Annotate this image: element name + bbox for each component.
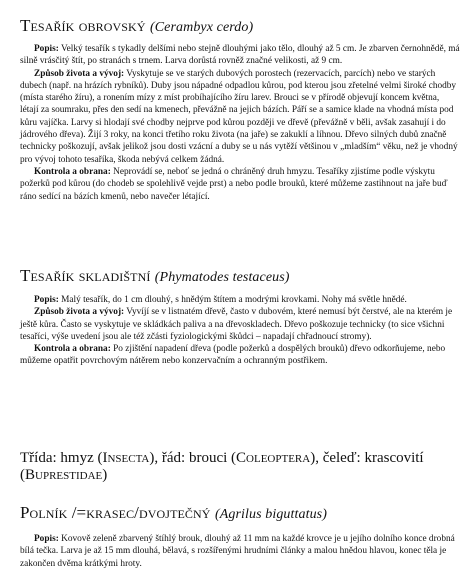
paragraph-text: Po zjištění napadení dřeva (podle požerků a dospělých brouků) dřevo odkorňujeme, nebo můžeme opatřit povrchovým nátěrem nebo konzervačním a ochranným postřikem. <box>20 344 446 367</box>
description-paragraph <box>20 43 460 68</box>
control-paragraph <box>20 343 460 368</box>
title-common-name: Tesařík obrovský <box>20 16 146 35</box>
section-title <box>20 503 460 525</box>
title-latin-name: (Agrilus biguttatus) <box>214 507 327 522</box>
order-name: Coleoptera <box>236 450 311 466</box>
classification-block <box>20 450 460 484</box>
title-latin-name: (Phymatodes testaceus) <box>154 270 290 285</box>
lifecycle-paragraph <box>20 68 460 166</box>
family-name: Buprestidae <box>25 467 103 483</box>
paragraph-text: Vyvíjí se v listnatém dřevě, často v dubovém, které nemusí být čerstvé, ale na kterém je ještě kůra. Často se vyskytuje ve skládkách paliva a na dřevoskladech. Dřevo poškozuje technicky (to sice všichni tesaříci, výše uvedení jsou ale též zčásti fyziologickými škůdci – napadají chřadnoucí stromy). <box>20 307 453 342</box>
paragraph-label: Způsob života a vývoj: <box>34 68 125 79</box>
paragraph-text: Malý tesařík, do 1 cm dlouhý, s hnědým štítem a modrými krovkami. Nohy má světle hnědé. <box>58 295 407 305</box>
description-paragraph <box>20 533 460 570</box>
family-close: ) <box>102 467 108 483</box>
paragraph-label: Popis: <box>34 295 59 305</box>
section-title <box>20 266 460 288</box>
class-prefix: Třída: hmyz ( <box>20 450 103 466</box>
section-tesarik-skladistni <box>20 266 460 368</box>
order-prefix: ), řád: brouci ( <box>149 450 237 466</box>
title-latin-name: (Cerambyx cerdo) <box>149 20 254 35</box>
family-prefix: ), čeleď: krascovití <box>310 450 424 466</box>
title-common-name: Tesařík skladištní <box>20 266 151 285</box>
family-open: ( <box>20 467 25 483</box>
paragraph-text: Velký tesařík s tykadly delšími nebo stejně dlouhými jako tělo, dlouhý až 5 cm. Je zbarven černohnědě, má silně vrásčitý štít, po stranách s trnem. Larva dorůstá rovněž značné velikosti, až 9 cm. <box>20 44 460 67</box>
paragraph-text: Neprovádí se, neboť se jedná o chráněný druh hmyzu. Tesaříky zjistíme podle výskytu požerků pod kůrou (do chodeb se spolehlivě vejde prst) a nebo podle brouků, které můžeme zastihnout na jaře buď ráno sedící na bázích kmenů, nebo navečer létající. <box>20 166 448 202</box>
paragraph-label: Popis: <box>34 534 59 544</box>
classification-line-2 <box>20 467 460 484</box>
section-tesarik-obrovsky <box>20 16 460 203</box>
paragraph-label: Kontrola a obrana: <box>34 166 111 177</box>
paragraph-label: Způsob života a vývoj: <box>34 307 125 318</box>
description-paragraph <box>20 294 460 306</box>
title-common-name: Polník /=krasec/dvojtečný <box>20 503 211 522</box>
classification-line-1 <box>20 450 460 467</box>
paragraph-label: Popis: <box>34 44 59 54</box>
paragraph-text: Kovově zeleně zbarvený štíhlý brouk, dlouhý až 11 mm na každé krovce je u jejího dolního konce drobná bílá tečka. Larva je až 15 mm dlouhá, bělavá, s rozšířenými hrudními články a malou hnědou hlavou, konec těla je zakončen dvěma krátkými hroty. <box>20 534 455 569</box>
section-polnik-dvojtecny <box>20 503 460 570</box>
paragraph-label: Kontrola a obrana: <box>34 344 111 355</box>
class-name: Insecta <box>102 450 150 466</box>
control-paragraph <box>20 166 460 203</box>
section-title <box>20 16 460 38</box>
lifecycle-paragraph <box>20 306 460 343</box>
paragraph-text: Vyskytuje se ve starých dubových porostech (rezervacích, parcích) nebo ve starých dubech (např. na hrázích rybníků). Duby jsou nápadné odpadlou kůrou, pod kterou jsou zřetelné velmi široké chodby (místa starého žíru), a ronením mízy z míst probíhajícího žíru larev. Brouci se v přírodě objevují koncem května, létají za soumraku, přes den sedí na kmenech, převážně na jejich bázích. Páří se a samice klade na vhodná místa pod kůru vajíčka. Larvy si hlodají své chodby nejprve pod kůrou později ve dřevě (převážně v běli, avšak zasahují i do jádrového dřeva). Žijí 3 roky, na konci třetího roku života (na jaře) se zakuklí a líhnou. Dřevo silných dubů značně technicky poškozují, avšak jelikož jsou dosti vzácní a duby se u nás vytěží většinou v „mladším“ věku, než je vhodný pro vývoj tohoto tesaříka, škoda nebývá celkem žádná. <box>20 68 458 165</box>
